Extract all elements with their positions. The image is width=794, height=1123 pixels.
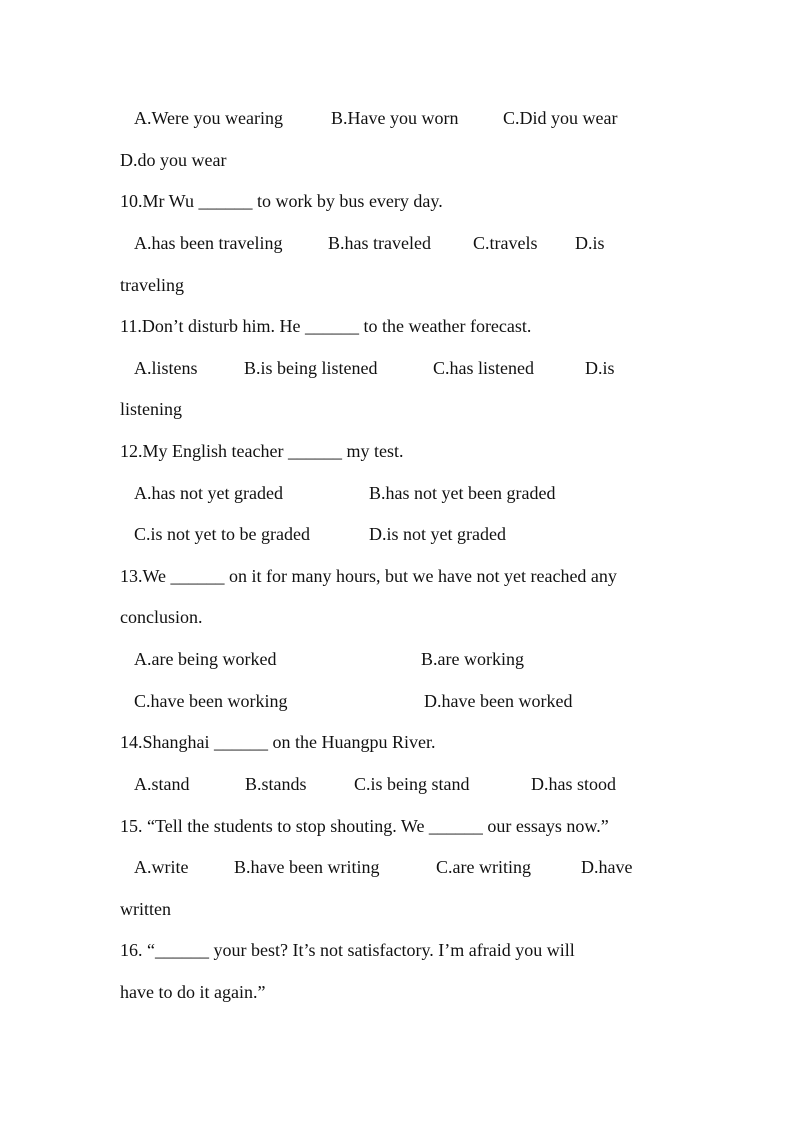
q15-option-d: D.have <box>581 857 633 877</box>
q15-option-c: C.are writing <box>436 857 531 877</box>
q12-option-b: B.has not yet been graded <box>369 483 556 503</box>
q11-option-d-continued: listening <box>120 399 182 419</box>
q15-option-a: A.write <box>134 857 189 877</box>
q11-option-d: D.is <box>585 358 615 378</box>
q11-option-c: C.has listened <box>433 358 534 378</box>
q9-option-b: B.Have you worn <box>331 108 459 128</box>
q10-option-c: C.travels <box>473 233 538 253</box>
q15-option-d-continued: written <box>120 899 171 919</box>
q12-option-d: D.is not yet graded <box>369 524 506 544</box>
q12-stem: 12.My English teacher ______ my test. <box>120 441 404 461</box>
q9-option-c: C.Did you wear <box>503 108 618 128</box>
q14-option-a: A.stand <box>134 774 190 794</box>
q10-option-d: D.is <box>575 233 605 253</box>
q12-option-a: A.has not yet graded <box>134 483 283 503</box>
q13-option-d: D.have been worked <box>424 691 573 711</box>
q9-option-a: A.Were you wearing <box>134 108 283 128</box>
q16-stem-continued: have to do it again.” <box>120 982 266 1002</box>
q11-option-a: A.listens <box>134 358 198 378</box>
q13-stem: 13.We ______ on it for many hours, but we have not yet reached any <box>120 566 617 586</box>
q10-option-b: B.has traveled <box>328 233 431 253</box>
q12-option-c: C.is not yet to be graded <box>134 524 310 544</box>
q15-stem: 15. “Tell the students to stop shouting. We ______ our essays now.” <box>120 816 609 836</box>
q13-option-b: B.are working <box>421 649 524 669</box>
q16-stem: 16. “______ your best? It’s not satisfactory. I’m afraid you will <box>120 940 575 960</box>
q14-option-b: B.stands <box>245 774 307 794</box>
q9-option-d: D.do you wear <box>120 150 227 170</box>
q13-option-c: C.have been working <box>134 691 288 711</box>
q15-option-b: B.have been writing <box>234 857 380 877</box>
q11-stem: 11.Don’t disturb him. He ______ to the weather forecast. <box>120 316 532 336</box>
q14-option-c: C.is being stand <box>354 774 470 794</box>
q13-stem-continued: conclusion. <box>120 607 203 627</box>
q10-stem: 10.Mr Wu ______ to work by bus every day. <box>120 191 443 211</box>
q14-stem: 14.Shanghai ______ on the Huangpu River. <box>120 732 436 752</box>
q10-option-a: A.has been traveling <box>134 233 283 253</box>
q10-option-d-continued: traveling <box>120 275 184 295</box>
q11-option-b: B.is being listened <box>244 358 378 378</box>
q13-option-a: A.are being worked <box>134 649 277 669</box>
q14-option-d: D.has stood <box>531 774 616 794</box>
